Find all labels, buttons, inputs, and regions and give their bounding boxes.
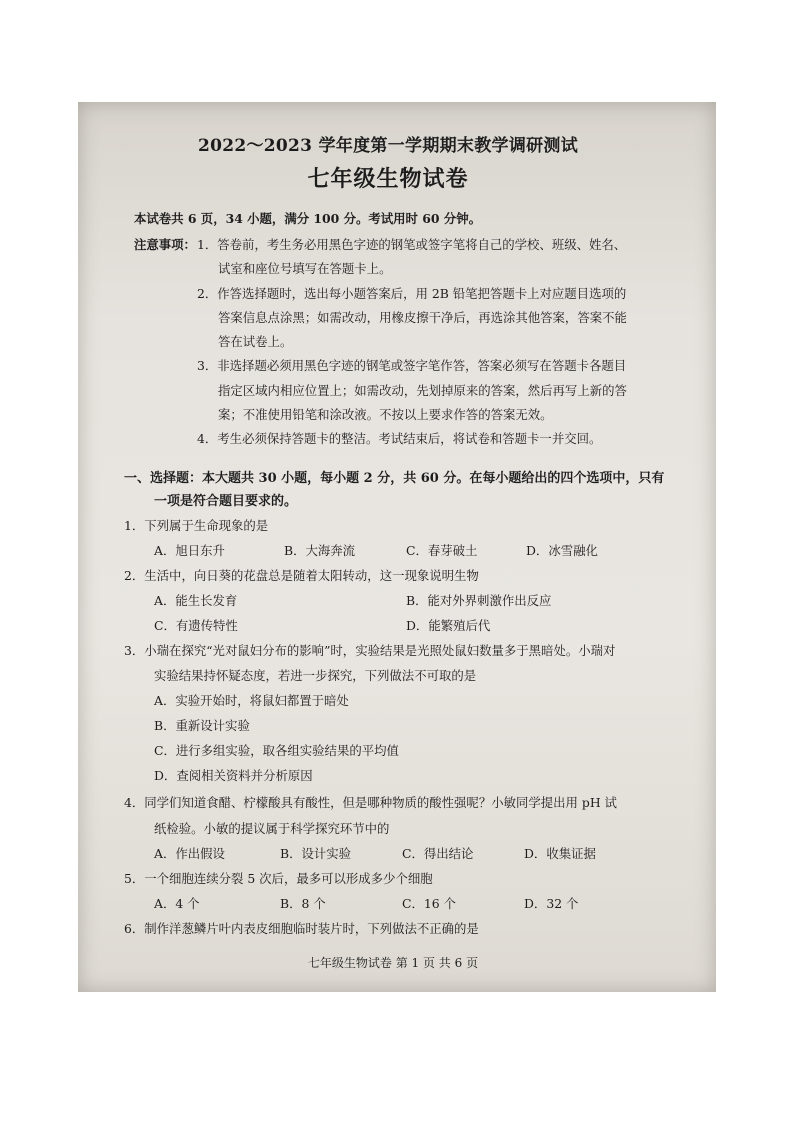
q2-option-b: B．能对外界刺激作出反应 (406, 593, 552, 608)
question-3-line-1: 3．小瑞在探究“光对鼠妇分布的影响”时，实验结果是光照处鼠妇数量多于黑暗处。小瑞对 (124, 643, 616, 658)
notes-label: 注意事项： (134, 237, 196, 252)
question-6: 6．制作洋葱鳞片叶内表皮细胞临时装片时，下列做法不正确的是 (124, 921, 479, 936)
q5-option-d: D．32 个 (524, 896, 579, 911)
section-heading-line-1: 一、选择题：本大题共 30 小题，每小题 2 分，共 60 分。在每小题给出的四个选项中，只有 (124, 471, 665, 486)
note-3-line-3: 案；不准使用铅笔和涂改液。不按以上要求作答的答案无效。 (218, 407, 553, 422)
exam-paper (78, 102, 716, 992)
q1-option-a: A．旭日东升 (154, 543, 225, 558)
q5-option-a: A．4 个 (154, 896, 200, 911)
q1-option-c: C．春芽破土 (406, 543, 478, 558)
section-heading-line-2: 一项是符合题目要求的。 (154, 494, 298, 509)
q3-option-c: C．进行多组实验，取各组实验结果的平均值 (154, 743, 399, 758)
question-4-line-2: 纸检验。小敏的提议属于科学探究环节中的 (154, 821, 390, 836)
q2-option-d: D．能繁殖后代 (406, 618, 491, 633)
page-footer: 七年级生物试卷 第 1 页 共 6 页 (307, 956, 479, 970)
note-2-line-3: 答在试卷上。 (218, 334, 293, 349)
q1-option-b: B．大海奔流 (284, 543, 356, 558)
question-4-line-1: 4．同学们知道食醋、柠檬酸具有酸性，但是哪种物质的酸性强呢？小敏同学提出用 pH 试 (124, 795, 617, 810)
q5-option-c: C．16 个 (402, 896, 456, 911)
question-5: 5．一个细胞连续分裂 5 次后，最多可以形成多少个细胞 (124, 871, 433, 886)
q2-option-a: A．能生长发育 (154, 593, 238, 608)
q3-option-d: D．查阅相关资料并分析原因 (154, 768, 313, 783)
exam-subtitle: 七年级生物试卷 (307, 166, 469, 192)
note-1-line-2: 试室和座位号填写在答题卡上。 (218, 261, 392, 276)
q3-option-b: B．重新设计实验 (154, 718, 250, 733)
note-2-line-1: 2．作答选择题时，选出每小题答案后，用 2B 铅笔把答题卡上对应题目选项的 (197, 286, 627, 301)
q4-option-a: A．作出假设 (154, 846, 225, 861)
exam-title: 2022～2023 学年度第一学期期末教学调研测试 (197, 136, 579, 156)
note-3-line-2: 指定区域内相应位置上；如需改动，先划掉原来的答案，然后再写上新的答 (218, 383, 627, 398)
photo-of-exam-page (78, 102, 716, 992)
q3-option-a: A．实验开始时，将鼠妇都置于暗处 (154, 693, 349, 708)
q4-option-b: B．设计实验 (280, 846, 352, 861)
q4-option-c: C．得出结论 (402, 846, 474, 861)
question-1: 1．下列属于生命现象的是 (124, 518, 269, 533)
question-2: 2．生活中，向日葵的花盘总是随着太阳转动，这一现象说明生物 (124, 568, 479, 583)
note-1-line-1: 1．答卷前，考生务必用黑色字迹的钢笔或签字笔将自己的学校、班级、姓名、 (197, 237, 627, 252)
note-2-line-2: 答案信息点涂黑；如需改动，用橡皮擦干净后，再选涂其他答案，答案不能 (218, 310, 627, 325)
q2-option-c: C．有遗传特性 (154, 618, 238, 633)
note-4-line-1: 4．考生必须保持答题卡的整洁。考试结束后，将试卷和答题卡一并交回。 (197, 431, 602, 446)
note-3-line-1: 3．非选择题必须用黑色字迹的钢笔或签字笔作答，答案必须写在答题卡各题目 (197, 358, 627, 373)
q4-option-d: D．收集证据 (524, 846, 596, 861)
q1-option-d: D．冰雪融化 (526, 543, 598, 558)
intro-line: 本试卷共 6 页，34 小题，满分 100 分。考试用时 60 分钟。 (134, 211, 481, 226)
q5-option-b: B．8 个 (280, 896, 326, 911)
question-3-line-2: 实验结果持怀疑态度，若进一步探究，下列做法不可取的是 (154, 668, 477, 683)
